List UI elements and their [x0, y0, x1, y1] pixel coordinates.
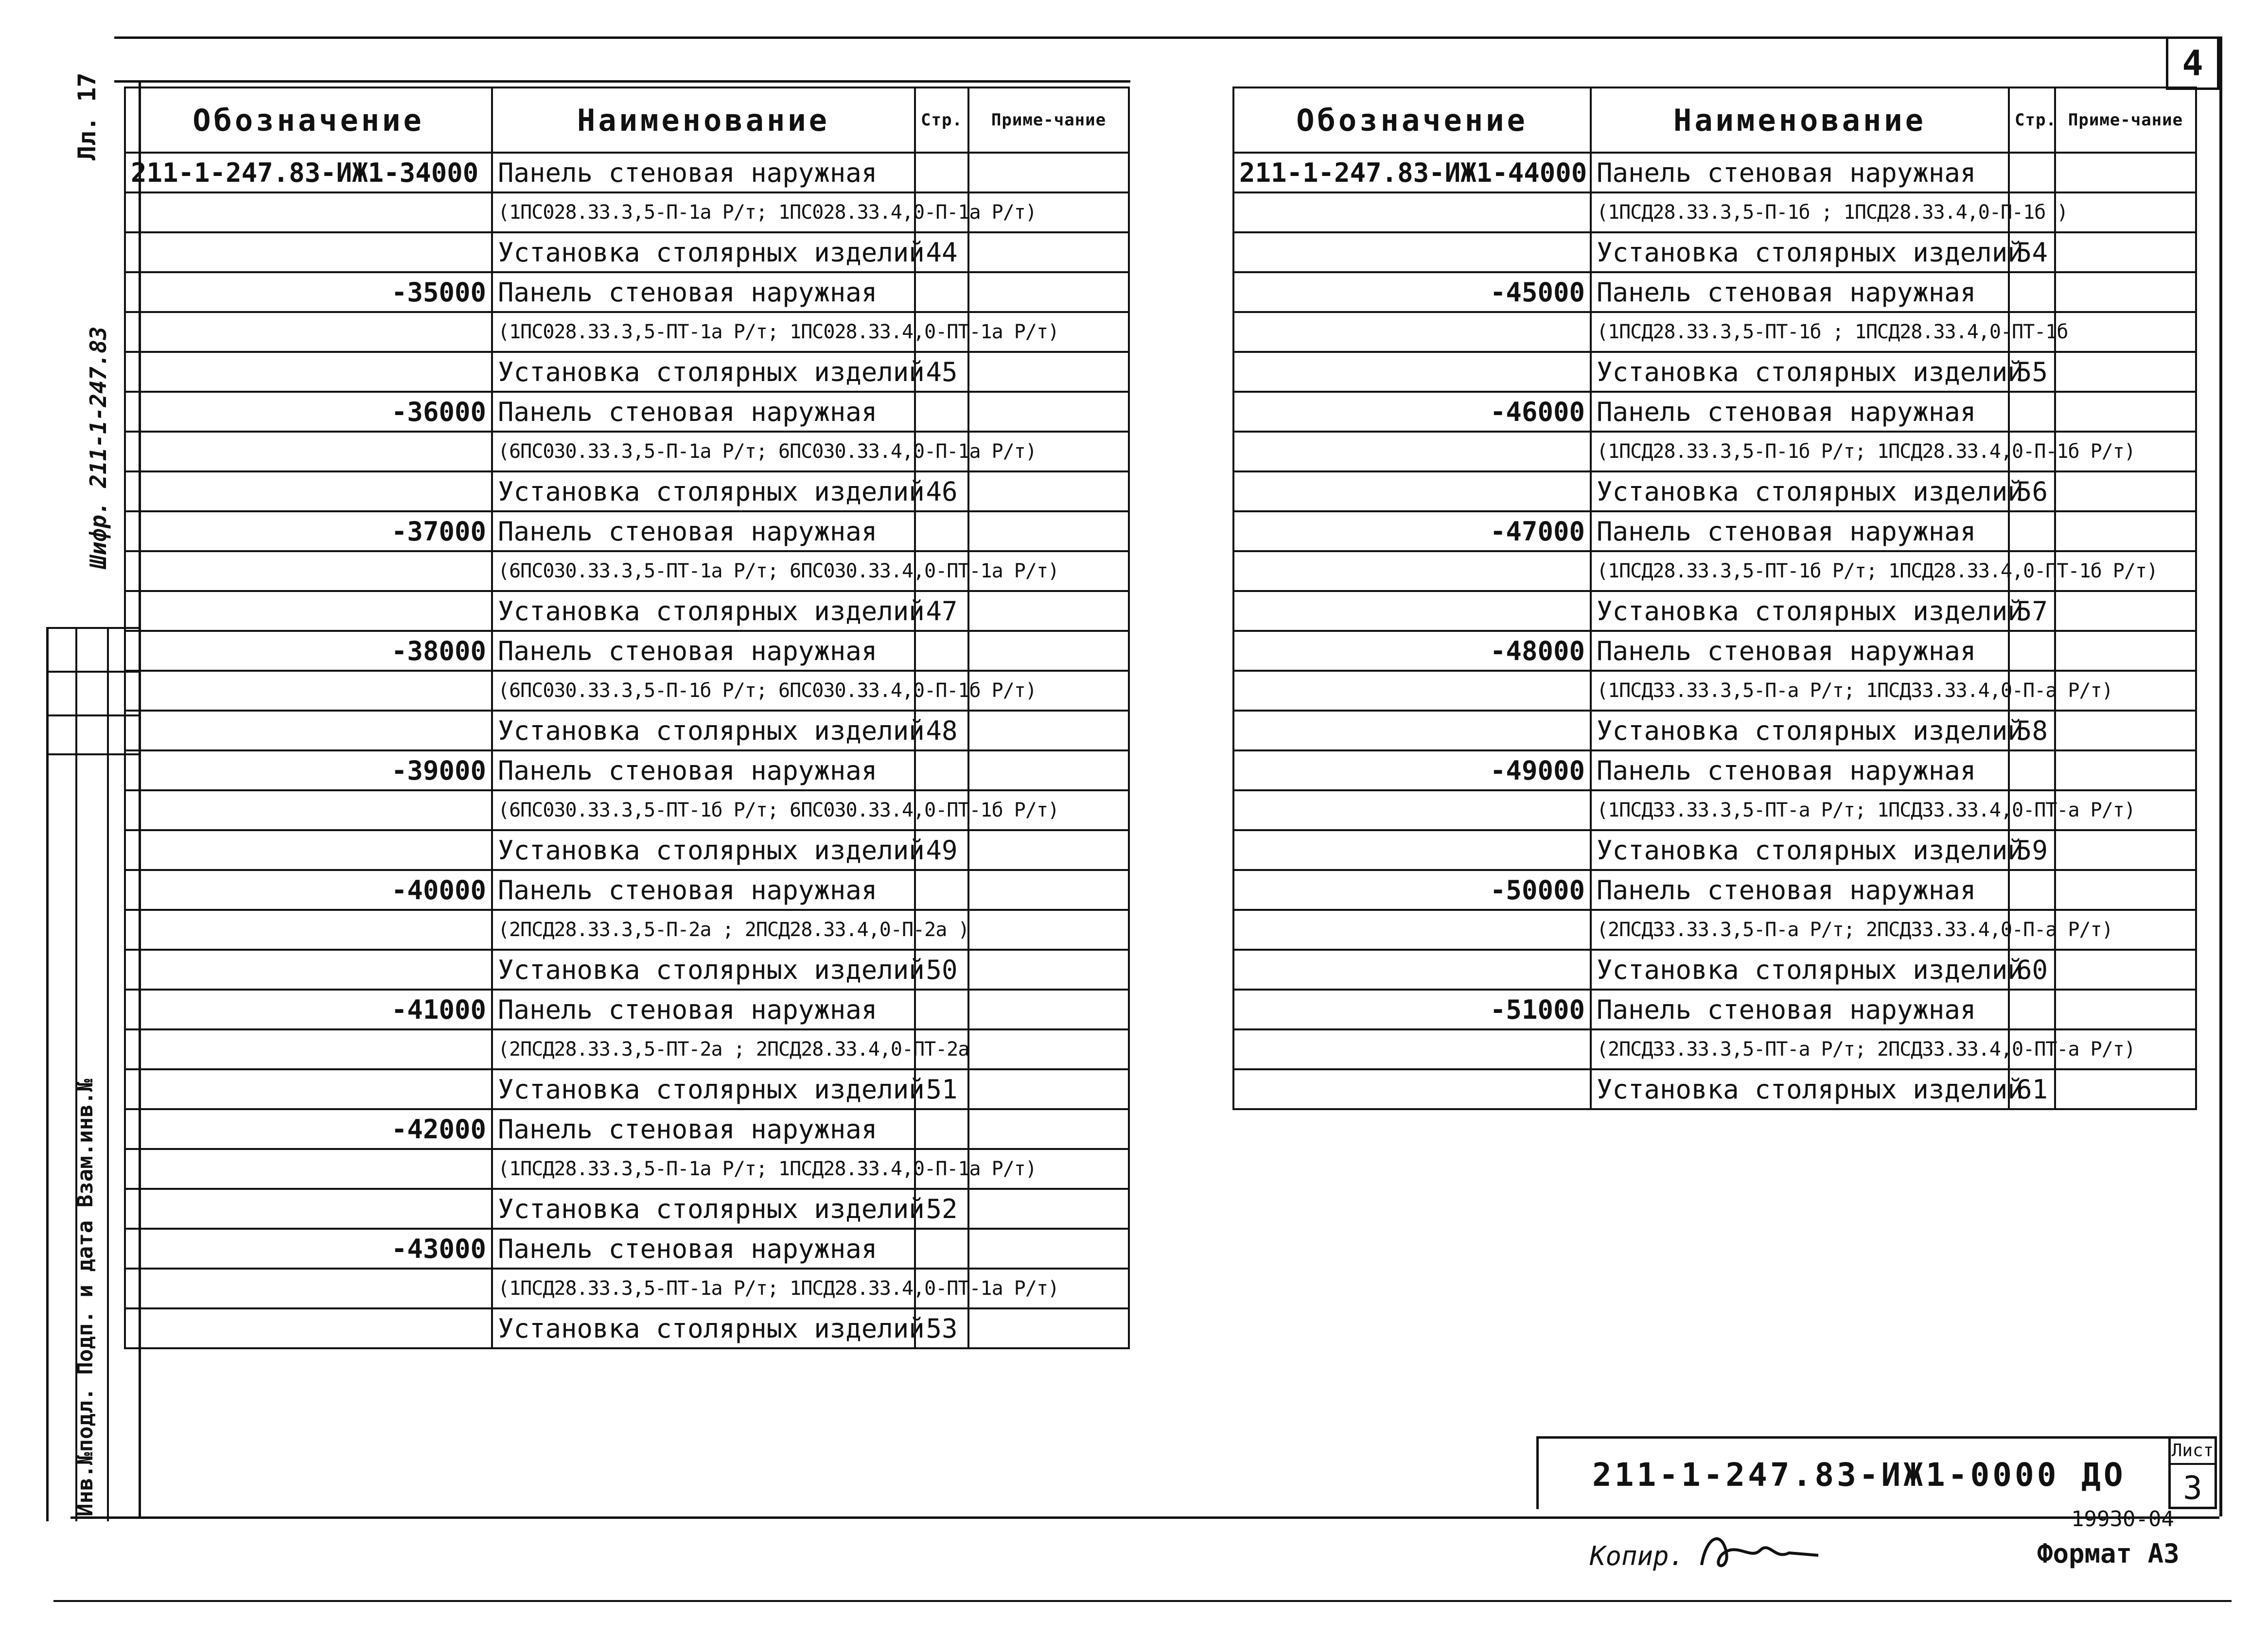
- row-page: 61: [2009, 1069, 2055, 1109]
- row-name: Установка столярных изделий: [492, 711, 915, 750]
- row-name: (1ПСД28.33.3,5-ПТ-1б ; 1ПСД28.33.4,0-ПТ-1б: [1591, 312, 2009, 352]
- row-note: [2055, 232, 2196, 272]
- row-note: [968, 232, 1129, 272]
- row-name: Установка столярных изделий: [1591, 830, 2009, 870]
- row-code: -40000: [125, 870, 492, 910]
- table-row: [125, 990, 1129, 1029]
- row-code: [1233, 1029, 1591, 1069]
- row-name: Установка столярных изделий: [1591, 950, 2009, 990]
- table-row: [1233, 591, 2196, 631]
- row-name: Панель стеновая наружная: [1591, 272, 2009, 312]
- row-page: [2009, 631, 2055, 671]
- table-row: [125, 392, 1129, 432]
- table-row: [125, 232, 1129, 272]
- table-row: [1233, 153, 2196, 192]
- row-code: [125, 950, 492, 990]
- row-name: Панель стеновая наружная: [492, 392, 915, 432]
- row-note: [968, 830, 1129, 870]
- row-code: [125, 830, 492, 870]
- row-name: (6ПС030.33.3,5-ПТ-1б Р/т; 6ПС030.33.4,0-ПТ-1б Р/т): [492, 790, 915, 830]
- table-row: [1233, 750, 2196, 790]
- row-note: [2055, 153, 2196, 192]
- table-row: [1233, 830, 2196, 870]
- row-name: Установка столярных изделий: [1591, 1069, 2009, 1109]
- row-note: [968, 591, 1129, 631]
- row-page: [915, 272, 968, 312]
- row-name: Панель стеновая наружная: [1591, 870, 2009, 910]
- row-note: [968, 1189, 1129, 1229]
- table-row: [125, 551, 1129, 591]
- row-name: (2ПСД28.33.3,5-П-2а ; 2ПСД28.33.4,0-П-2а ): [492, 910, 915, 950]
- table-row: [125, 153, 1129, 192]
- row-code: [125, 312, 492, 352]
- row-code: [1233, 790, 1591, 830]
- row-note: [968, 910, 1129, 950]
- row-name: Установка столярных изделий: [492, 1189, 915, 1229]
- row-code: -39000: [125, 750, 492, 790]
- table-row: [1233, 1069, 2196, 1109]
- row-note: [2055, 471, 2196, 511]
- row-page: [915, 631, 968, 671]
- row-note: [2055, 591, 2196, 631]
- row-code: -48000: [1233, 631, 1591, 671]
- spec-table-left-body: [125, 153, 1129, 1348]
- row-code: [125, 910, 492, 950]
- row-name: Установка столярных изделий: [492, 1069, 915, 1109]
- side-label-bottom: Инв.№подл. Подп. и дата Взам.инв.№: [73, 1079, 98, 1516]
- row-code: -46000: [1233, 392, 1591, 432]
- row-code: [1233, 551, 1591, 591]
- row-name: Установка столярных изделий: [492, 352, 915, 392]
- row-code: [125, 352, 492, 392]
- row-code: [125, 1189, 492, 1229]
- table-row: [125, 192, 1129, 232]
- header-code: Обозначение: [125, 87, 492, 153]
- row-page: [915, 1109, 968, 1149]
- table-row: [125, 910, 1129, 950]
- row-note: [968, 631, 1129, 671]
- row-name: Установка столярных изделий: [1591, 711, 2009, 750]
- row-code: [125, 1308, 492, 1348]
- table-row: [125, 1149, 1129, 1189]
- row-page: [915, 990, 968, 1029]
- row-note: [968, 471, 1129, 511]
- row-code: -43000: [125, 1229, 492, 1269]
- row-code: [125, 192, 492, 232]
- row-name: Установка столярных изделий: [1591, 471, 2009, 511]
- row-name: Панель стеновая наружная: [492, 153, 915, 192]
- row-code: [125, 1269, 492, 1308]
- row-name: (1ПС028.33.3,5-ПТ-1а Р/т; 1ПС028.33.4,0-ПТ-1а Р/т): [492, 312, 915, 352]
- sheet-number: 3: [2183, 1469, 2202, 1507]
- row-page: 54: [2009, 232, 2055, 272]
- row-note: [968, 750, 1129, 790]
- table-header-row: [125, 87, 1129, 153]
- table-row: [1233, 910, 2196, 950]
- row-note: [968, 711, 1129, 750]
- table-row: [1233, 551, 2196, 591]
- row-page: 56: [2009, 471, 2055, 511]
- row-code: [1233, 312, 1591, 352]
- table-row: [125, 790, 1129, 830]
- row-note: [968, 1109, 1129, 1149]
- row-name: Панель стеновая наружная: [1591, 990, 2009, 1029]
- row-code: [125, 711, 492, 750]
- row-page: 59: [2009, 830, 2055, 870]
- table-row: [1233, 432, 2196, 471]
- row-page: 57: [2009, 591, 2055, 631]
- row-name: Панель стеновая наружная: [492, 1109, 915, 1149]
- row-name: Установка столярных изделий: [492, 950, 915, 990]
- table-row: [125, 471, 1129, 511]
- row-page: 44: [915, 232, 968, 272]
- row-code: [1233, 432, 1591, 471]
- row-note: [2055, 511, 2196, 551]
- row-note: [2055, 392, 2196, 432]
- row-code: -35000: [125, 272, 492, 312]
- row-name: (2ПСД33.33.3,5-ПТ-а Р/т; 2ПСД33.33.4,0-ПТ-а Р/т): [1591, 1029, 2009, 1069]
- header-name: Наименование: [1591, 87, 2009, 153]
- row-code: -50000: [1233, 870, 1591, 910]
- row-page: 55: [2009, 352, 2055, 392]
- row-code: [125, 1069, 492, 1109]
- row-name: (2ПСД33.33.3,5-П-а Р/т; 2ПСД33.33.4,0-П-а Р/т): [1591, 910, 2009, 950]
- row-code: -37000: [125, 511, 492, 551]
- row-note: [2055, 352, 2196, 392]
- row-code: -51000: [1233, 990, 1591, 1029]
- table-row: [125, 870, 1129, 910]
- signature-mark: [1692, 1526, 1838, 1580]
- row-code: [1233, 471, 1591, 511]
- table-row: [125, 312, 1129, 352]
- row-name: Панель стеновая наружная: [1591, 153, 2009, 192]
- table-row: [1233, 192, 2196, 232]
- doc-number: 19930-04: [2071, 1507, 2174, 1532]
- row-name: Панель стеновая наружная: [1591, 750, 2009, 790]
- table-row: [1233, 352, 2196, 392]
- row-code: [1233, 711, 1591, 750]
- row-note: [968, 1308, 1129, 1348]
- row-code: [1233, 352, 1591, 392]
- row-page: 51: [915, 1069, 968, 1109]
- row-name: Панель стеновая наружная: [492, 870, 915, 910]
- row-code: [125, 471, 492, 511]
- row-page: [915, 750, 968, 790]
- row-name: (1ПС028.33.3,5-П-1а Р/т; 1ПС028.33.4,0-П-1а Р/т): [492, 192, 915, 232]
- row-note: [968, 870, 1129, 910]
- table-row: [1233, 671, 2196, 711]
- row-page: [915, 870, 968, 910]
- row-note: [968, 352, 1129, 392]
- row-code: [125, 232, 492, 272]
- row-name: (1ПСД28.33.3,5-П-1б Р/т; 1ПСД28.33.4,0-П-1б Р/т): [1591, 432, 2009, 471]
- row-page: 45: [915, 352, 968, 392]
- table-row: [125, 511, 1129, 551]
- row-note: [2055, 272, 2196, 312]
- row-code: [125, 1029, 492, 1069]
- row-note: [968, 511, 1129, 551]
- row-note: [2055, 830, 2196, 870]
- row-name: Установка столярных изделий: [492, 471, 915, 511]
- row-code: -42000: [125, 1109, 492, 1149]
- table-row: [125, 1029, 1129, 1069]
- row-note: [968, 272, 1129, 312]
- row-name: Установка столярных изделий: [492, 591, 915, 631]
- table-row: [125, 950, 1129, 990]
- table-row: [1233, 950, 2196, 990]
- table-row: [1233, 511, 2196, 551]
- copied-label: Копир.: [1590, 1541, 1685, 1571]
- row-name: Установка столярных изделий: [1591, 232, 2009, 272]
- table-row: [1233, 272, 2196, 312]
- row-name: Панель стеновая наружная: [1591, 392, 2009, 432]
- row-note: [2055, 192, 2196, 232]
- row-code: [1233, 910, 1591, 950]
- row-note: [2055, 631, 2196, 671]
- row-page: 46: [915, 471, 968, 511]
- row-page: 53: [915, 1308, 968, 1348]
- row-page: 47: [915, 591, 968, 631]
- spec-table-right-body: [1233, 153, 2196, 1109]
- row-code: [125, 551, 492, 591]
- header-page: Стр.: [2009, 87, 2055, 153]
- table-row: [1233, 471, 2196, 511]
- row-code: [125, 591, 492, 631]
- table-row: [125, 671, 1129, 711]
- header-note: Приме-чание: [968, 87, 1129, 153]
- side-label-top: Лл. 17: [73, 72, 101, 160]
- table-row: [1233, 990, 2196, 1029]
- row-note: [968, 1069, 1129, 1109]
- table-row: [125, 631, 1129, 671]
- row-note: [968, 1029, 1129, 1069]
- row-page: 50: [915, 950, 968, 990]
- row-note: [2055, 950, 2196, 990]
- row-name: Установка столярных изделий: [1591, 591, 2009, 631]
- table-row: [125, 272, 1129, 312]
- lower-frame-line: [70, 1516, 2219, 1519]
- row-code: [1233, 671, 1591, 711]
- row-code: -36000: [125, 392, 492, 432]
- row-code: -38000: [125, 631, 492, 671]
- table-row: [125, 352, 1129, 392]
- table-row: [125, 1189, 1129, 1229]
- table-row: [1233, 790, 2196, 830]
- side-label-mid: Шифр. 211-1-247.83: [85, 326, 111, 569]
- row-name: Панель стеновая наружная: [492, 631, 915, 671]
- row-code: -41000: [125, 990, 492, 1029]
- table-row: [125, 750, 1129, 790]
- row-name: Установка столярных изделий: [492, 830, 915, 870]
- table-row: [1233, 232, 2196, 272]
- row-code: [1233, 1069, 1591, 1109]
- row-page: 52: [915, 1189, 968, 1229]
- row-name: Панель стеновая наружная: [1591, 511, 2009, 551]
- row-page: 49: [915, 830, 968, 870]
- row-name: (1ПСД28.33.3,5-П-1б ; 1ПСД28.33.4,0-П-1б ): [1591, 192, 2009, 232]
- row-name: (6ПС030.33.3,5-П-1а Р/т; 6ПС030.33.4,0-П-1а Р/т): [492, 432, 915, 471]
- format-label: Формат А3: [2037, 1538, 2180, 1569]
- table-row: [125, 1109, 1129, 1149]
- side-stamp-line: [107, 627, 109, 1521]
- row-code: 211-1-247.83-ИЖ1-44000: [1233, 153, 1591, 192]
- table-row: [125, 432, 1129, 471]
- row-page: [915, 1229, 968, 1269]
- row-page: [2009, 870, 2055, 910]
- row-code: -47000: [1233, 511, 1591, 551]
- row-name: Панель стеновая наружная: [492, 511, 915, 551]
- table-row: [125, 711, 1129, 750]
- row-page: [2009, 392, 2055, 432]
- row-code: [1233, 950, 1591, 990]
- row-page: [2009, 272, 2055, 312]
- header-page: Стр.: [915, 87, 968, 153]
- row-code: [125, 671, 492, 711]
- row-note: [2055, 711, 2196, 750]
- header-name: Наименование: [492, 87, 915, 153]
- table-row: [125, 1308, 1129, 1348]
- table-row: [1233, 870, 2196, 910]
- row-note: [968, 950, 1129, 990]
- row-page: 48: [915, 711, 968, 750]
- row-code: -45000: [1233, 272, 1591, 312]
- row-name: Панель стеновая наружная: [492, 750, 915, 790]
- table-row: [1233, 711, 2196, 750]
- row-code: [1233, 830, 1591, 870]
- table-row: [1233, 631, 2196, 671]
- row-note: [968, 392, 1129, 432]
- header-note: Приме-чание: [2055, 87, 2196, 153]
- row-page: [915, 511, 968, 551]
- spec-table-left: [124, 87, 1130, 1349]
- row-name: (1ПСД28.33.3,5-ПТ-1б Р/т; 1ПСД28.33.4,0-ПТ-1б Р/т): [1591, 551, 2009, 591]
- table-row: [125, 1269, 1129, 1308]
- row-name: (1ПСД33.33.3,5-П-а Р/т; 1ПСД33.33.4,0-П-а Р/т): [1591, 671, 2009, 711]
- row-name: Панель стеновая наружная: [492, 272, 915, 312]
- row-name: (6ПС030.33.3,5-ПТ-1а Р/т; 6ПС030.33.4,0-ПТ-1а Р/т): [492, 551, 915, 591]
- row-page: [2009, 750, 2055, 790]
- table-row: [125, 591, 1129, 631]
- spec-table-right: [1232, 87, 2197, 1110]
- sheet-label: Лист: [2171, 1439, 2215, 1465]
- corner-sheet-number: 4: [2166, 36, 2219, 90]
- table-row: [1233, 312, 2196, 352]
- row-name: Панель стеновая наружная: [1591, 631, 2009, 671]
- row-name: (1ПСД33.33.3,5-ПТ-а Р/т; 1ПСД33.33.4,0-ПТ-а Р/т): [1591, 790, 2009, 830]
- table-row: [1233, 392, 2196, 432]
- row-note: [2055, 1069, 2196, 1109]
- row-page: [2009, 511, 2055, 551]
- row-page: 60: [2009, 950, 2055, 990]
- row-name: Установка столярных изделий: [492, 1308, 915, 1348]
- row-note: [2055, 870, 2196, 910]
- row-name: (1ПСД28.33.3,5-ПТ-1а Р/т; 1ПСД28.33.4,0-ПТ-1а Р/т): [492, 1269, 915, 1308]
- row-page: [915, 392, 968, 432]
- row-note: [2055, 312, 2196, 352]
- row-note: [2055, 750, 2196, 790]
- row-name: (6ПС030.33.3,5-П-1б Р/т; 6ПС030.33.4,0-П-1б Р/т): [492, 671, 915, 711]
- row-page: [2009, 990, 2055, 1029]
- header-code: Обозначение: [1233, 87, 1591, 153]
- row-code: [125, 1149, 492, 1189]
- row-name: (1ПСД28.33.3,5-П-1а Р/т; 1ПСД28.33.4,0-П-1а Р/т): [492, 1149, 915, 1189]
- row-code: [1233, 192, 1591, 232]
- top-frame-line-left: [114, 80, 1130, 83]
- table-row: [125, 1069, 1129, 1109]
- row-note: [968, 153, 1129, 192]
- row-page: [915, 153, 968, 192]
- row-note: [968, 1229, 1129, 1269]
- row-code: [1233, 591, 1591, 631]
- row-page: [2009, 153, 2055, 192]
- row-name: Панель стеновая наружная: [492, 990, 915, 1029]
- row-name: (2ПСД28.33.3,5-ПТ-2а ; 2ПСД28.33.4,0-ПТ-2а: [492, 1029, 915, 1069]
- row-code: [1233, 232, 1591, 272]
- row-name: Панель стеновая наружная: [492, 1229, 915, 1269]
- row-name: Установка столярных изделий: [492, 232, 915, 272]
- row-note: [968, 990, 1129, 1029]
- row-page: 58: [2009, 711, 2055, 750]
- table-row: [1233, 1029, 2196, 1069]
- row-code: [125, 432, 492, 471]
- row-code: -49000: [1233, 750, 1591, 790]
- sheet-number-box: [2168, 1436, 2217, 1509]
- row-code: [125, 790, 492, 830]
- title-stamp-code: 211-1-247.83-ИЖ1-0000 ДО: [1536, 1436, 2168, 1509]
- table-header-row: [1233, 87, 2196, 153]
- bottom-frame-line: [53, 1600, 2232, 1602]
- table-row: [125, 830, 1129, 870]
- row-code: 211-1-247.83-ИЖ1-34000: [125, 153, 492, 192]
- row-note: [2055, 990, 2196, 1029]
- row-name: Установка столярных изделий: [1591, 352, 2009, 392]
- table-row: [125, 1229, 1129, 1269]
